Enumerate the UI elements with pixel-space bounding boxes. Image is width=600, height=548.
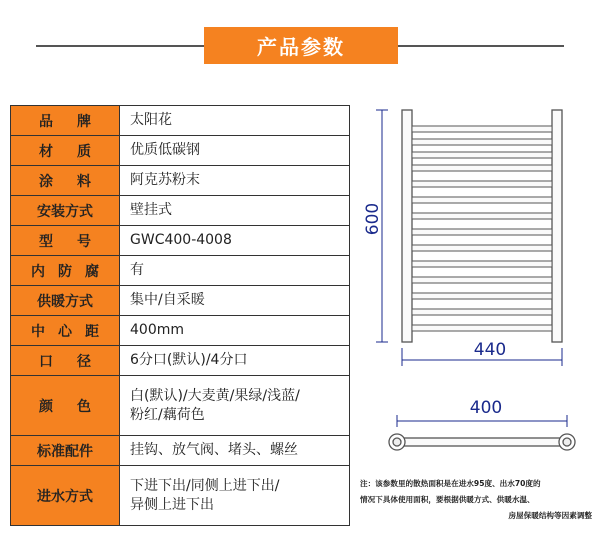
spec-value: 6分口(默认)/4分口 — [120, 346, 350, 376]
label-char: 颜 — [39, 398, 53, 415]
label-char: 腐 — [85, 263, 99, 280]
radiator-tube — [412, 181, 552, 187]
radiator-bars — [412, 126, 552, 331]
note-line: 情况下具体使用面积，要根据供暖方式、供暖水温、 — [360, 495, 535, 504]
spec-value: 集中/自采暖 — [120, 286, 350, 316]
radiator-tube — [412, 325, 552, 331]
radiator-tube — [412, 152, 552, 158]
spec-value: 壁挂式 — [120, 196, 350, 226]
parameter-note — [360, 476, 592, 524]
spec-value-line: 粉红/藕荷色 — [130, 406, 205, 423]
spec-label: 安装方式 — [11, 196, 120, 226]
radiator-tube — [412, 309, 552, 315]
top-view-left-cap-inner — [393, 438, 401, 446]
radiator-tube — [412, 245, 552, 251]
radiator-tube — [412, 139, 552, 145]
label-char: 口 — [39, 353, 53, 370]
label-char: 防 — [58, 263, 72, 280]
radiator-tube — [412, 197, 552, 203]
radiator-tube — [412, 126, 552, 132]
label-char: 型 — [39, 233, 53, 250]
label-char: 色 — [77, 398, 91, 415]
top-view-right-cap-inner — [563, 438, 571, 446]
label-char: 质 — [77, 143, 91, 160]
spec-value-line: 白(默认)/大麦黄/果绿/浅蓝/ — [130, 387, 300, 404]
radiator-tube — [412, 277, 552, 283]
spec-label: 标准配件 — [11, 436, 120, 466]
radiator-front-view — [402, 110, 562, 342]
label-char: 中 — [31, 323, 45, 340]
label-char: 涂 — [39, 173, 53, 190]
spec-value: 400mm — [120, 316, 350, 346]
radiator-tube — [412, 213, 552, 219]
height-label: 600 — [363, 202, 383, 236]
label-char: 材 — [39, 143, 53, 160]
label-char: 径 — [77, 353, 91, 370]
spec-value: 有 — [120, 256, 350, 286]
label-char: 牌 — [77, 113, 91, 130]
spec-value: 太阳花 — [120, 106, 350, 136]
note-line: 房屋保暖结构等因素调整 — [508, 511, 592, 520]
spec-value: 优质低碳钢 — [120, 136, 350, 166]
spec-label: 进水方式 — [11, 466, 120, 526]
label-char: 距 — [85, 323, 99, 340]
radiator-right-column — [552, 110, 562, 342]
label-char: 料 — [77, 173, 91, 190]
page-title: 产品参数 — [204, 27, 398, 64]
center-label: 400 — [469, 398, 503, 418]
spec-value: 阿克苏粉末 — [120, 166, 350, 196]
label-char: 内 — [31, 263, 45, 280]
spec-value: 挂钩、放气阀、堵头、螺丝 — [120, 436, 350, 466]
radiator-tube — [412, 165, 552, 171]
spec-value: GWC400-4008 — [120, 226, 350, 256]
note-line: 注：该参数里的散热面积是在进水95度、出水70度的 — [360, 479, 541, 488]
spec-value-line: 异侧上进下出 — [130, 496, 214, 513]
spec-value-line: 下进下出/同侧上进下出/ — [130, 477, 280, 494]
top-view-bar — [400, 438, 570, 446]
radiator-top-view — [389, 434, 575, 450]
spec-label: 供暖方式 — [11, 286, 120, 316]
radiator-tube — [412, 293, 552, 299]
radiator-left-column — [402, 110, 412, 342]
radiator-tube — [412, 229, 552, 235]
label-char: 心 — [58, 323, 72, 340]
label-char: 品 — [39, 113, 53, 130]
radiator-tube — [412, 261, 552, 267]
label-char: 号 — [77, 233, 91, 250]
width-label: 440 — [473, 340, 507, 360]
